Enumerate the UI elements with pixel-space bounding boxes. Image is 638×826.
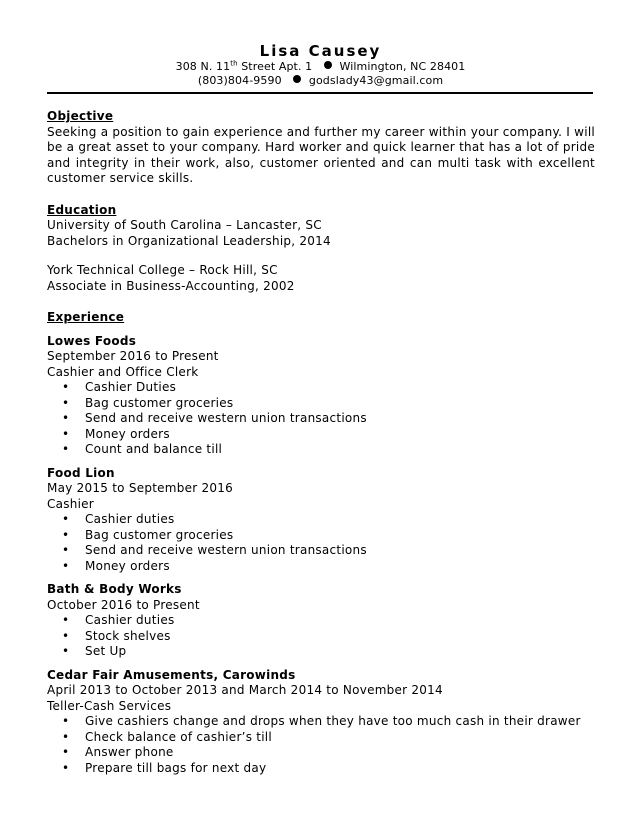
header-divider: [47, 92, 593, 94]
school-entry: [47, 263, 595, 294]
job-dates: May 2015 to September 2016: [47, 481, 234, 495]
separator-dot: [324, 61, 332, 69]
list-item: • Money orders: [62, 426, 170, 441]
school-name: York Technical College – Rock Hill, SC: [47, 263, 278, 277]
list-item: • Prepare till bags for next day: [62, 760, 267, 775]
job-entry: [47, 334, 595, 458]
street-address: 308 N. 11th Street Apt. 1: [175, 59, 313, 73]
bullet-icon: •: [62, 442, 70, 456]
list-item: • Bag customer groceries: [62, 527, 234, 542]
list-item: • Send and receive western union transactions: [62, 543, 367, 557]
bullet-icon: •: [62, 512, 70, 526]
section-title-experience: Experience: [47, 310, 125, 324]
phone-number: (803)804-9590: [197, 74, 282, 87]
job-duties-list: [47, 380, 595, 458]
job-entry: [47, 466, 595, 575]
list-item: • Give cashiers change and drops when they have too much cash in their drawer: [62, 714, 581, 728]
job-duties-list: [47, 613, 595, 660]
list-item: • Stock shelves: [62, 628, 171, 643]
bullet-icon: •: [62, 395, 70, 410]
bullet-icon: •: [62, 644, 70, 658]
email-address: godslady43@gmail.com: [308, 74, 444, 87]
list-item: • Set Up: [62, 644, 127, 658]
school-entry: [47, 218, 595, 249]
list-item: • Bag customer groceries: [62, 395, 234, 410]
section-title-education: Education: [47, 202, 117, 217]
job-duties-list: [47, 512, 595, 574]
bullet-icon: •: [62, 613, 70, 627]
section-title-objective: Objective: [47, 109, 114, 123]
job-employer: Bath & Body Works: [47, 582, 182, 596]
school-degree: Bachelors in Organizational Leadership, 2014: [47, 233, 331, 248]
job-duties-list: [47, 714, 595, 776]
list-item: • Cashier Duties: [62, 380, 177, 394]
school-degree: Associate in Business-Accounting, 2002: [47, 278, 295, 293]
bullet-icon: •: [62, 745, 70, 759]
job-employer: Lowes Foods: [47, 333, 137, 348]
bullet-icon: •: [62, 729, 70, 744]
bullet-icon: •: [62, 380, 70, 394]
phone-email-line: [47, 74, 594, 88]
address-line: [47, 60, 594, 74]
bullet-icon: •: [62, 760, 70, 775]
bullet-icon: •: [62, 543, 70, 557]
separator-dot: [293, 75, 301, 83]
experience-section: [47, 310, 595, 776]
objective-section: [47, 109, 595, 187]
list-item: • Answer phone: [62, 745, 174, 759]
job-dates: October 2016 to Present: [47, 597, 200, 612]
job-entry: [47, 582, 595, 660]
job-employer: Food Lion: [47, 465, 115, 480]
bullet-icon: •: [62, 411, 70, 425]
bullet-icon: •: [62, 558, 70, 573]
resume-body: [47, 109, 595, 776]
job-dates: April 2013 to October 2013 and March 2014 to November 2014: [47, 683, 443, 697]
education-section: [47, 203, 595, 295]
list-item: • Cashier duties: [62, 512, 175, 526]
bullet-icon: •: [62, 714, 70, 728]
resume-header: [47, 42, 594, 88]
job-entry: [47, 668, 595, 777]
list-item: • Money orders: [62, 558, 170, 573]
job-employer: Cedar Fair Amusements, Carowinds: [47, 667, 296, 682]
job-role: Teller-Cash Services: [47, 698, 172, 713]
list-item: • Send and receive western union transactions: [62, 411, 367, 425]
job-dates: September 2016 to Present: [47, 349, 219, 363]
objective-text: Seeking a position to gain experience and further my career within your company. I will be a great asset to your company. Hard worker and quick learner that has a lot of pride and integrity in their work, also, customer oriented and can multi task with excellent customer service skills.: [47, 124, 595, 185]
job-role: Cashier: [47, 496, 94, 511]
applicant-name: Lisa Causey: [259, 42, 382, 60]
bullet-icon: •: [62, 527, 70, 542]
city-state-zip: Wilmington, NC 28401: [339, 60, 466, 73]
job-role: Cashier and Office Clerk: [47, 364, 199, 379]
bullet-icon: •: [62, 628, 70, 643]
list-item: • Check balance of cashier’s till: [62, 729, 272, 744]
list-item: • Count and balance till: [62, 442, 223, 456]
bullet-icon: •: [62, 426, 70, 441]
school-name: University of South Carolina – Lancaster, SC: [47, 218, 322, 232]
list-item: • Cashier duties: [62, 613, 175, 627]
